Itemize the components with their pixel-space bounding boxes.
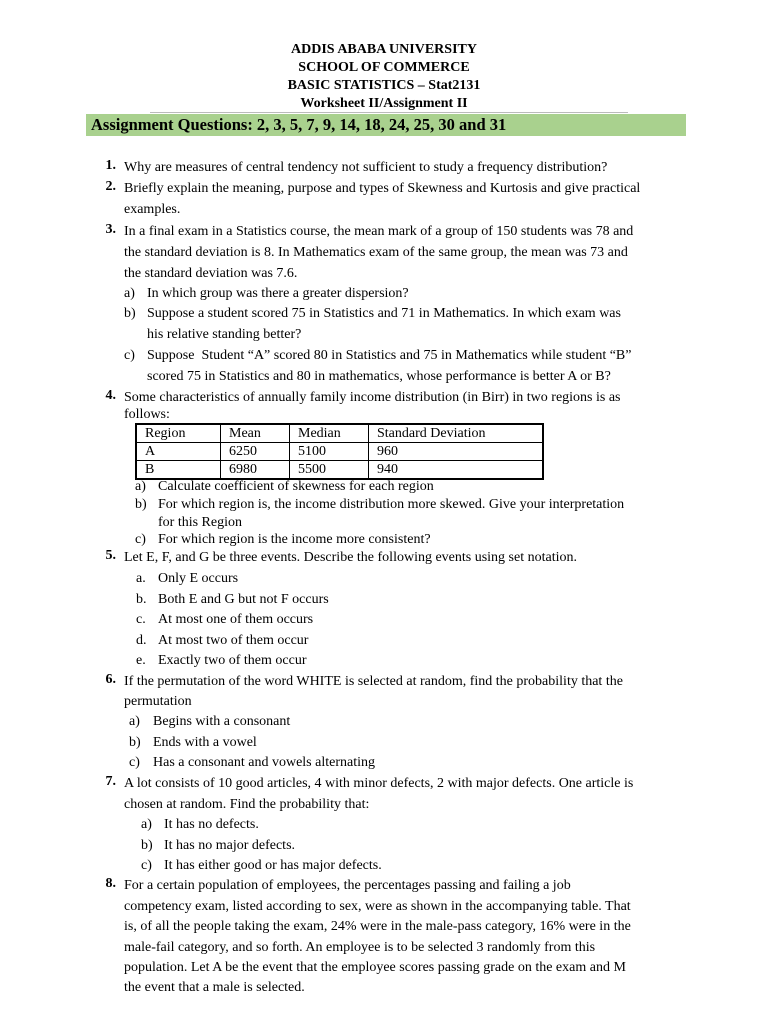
question-number: 6. (105, 672, 116, 687)
sub-label: a) (141, 817, 152, 832)
document-header (0, 41, 768, 113)
question-number: 2. (105, 179, 116, 194)
sub-text: scored 75 in Statistics and 80 in mathematics, whose performance is better A or B? (147, 369, 611, 384)
question-number: 8. (105, 876, 116, 891)
question-text-line: examples. (124, 202, 181, 217)
sub-text: It has no defects. (164, 817, 259, 832)
question-text-line: population. Let A be the event that the employee scores passing grade on the exam and M (124, 960, 626, 975)
sub-text: Only E occurs (158, 571, 239, 586)
income-table (135, 423, 544, 480)
question-text-line: the standard deviation was 7.6. (124, 266, 298, 281)
question-text-line: is, of all the people taking the exam, 24% were in the male-pass category, 16% were in the (124, 919, 631, 934)
sub-text: Begins with a consonant (153, 714, 291, 729)
question-number: 7. (105, 774, 116, 789)
question-number: 3. (105, 222, 116, 237)
sub-label: b) (135, 497, 147, 512)
question-text-line: If the permutation of the word WHITE is selected at random, find the probability that the (124, 674, 623, 689)
sub-label: b) (129, 735, 141, 750)
header-divider (150, 112, 628, 113)
course-title: BASIC STATISTICS – Stat2131 (287, 78, 481, 93)
question-text-line: the event that a male is selected. (124, 980, 305, 995)
sub-text: Has a consonant and vowels alternating (153, 755, 375, 770)
sub-label: c) (135, 532, 146, 547)
sub-label: d. (136, 633, 147, 648)
sub-text: It has no major defects. (164, 838, 296, 853)
assignment-banner: Assignment Questions: 2, 3, 5, 7, 9, 14, 18, 24, 25, 30 and 31 (86, 114, 686, 136)
table-header-row (136, 424, 543, 443)
question-text-line: For a certain population of employees, the percentages passing and failing a job (124, 878, 571, 893)
table-cell: 960 (369, 443, 544, 461)
table-header-cell: Mean (221, 424, 290, 443)
table-header-cell: Median (290, 424, 369, 443)
sub-text: for this Region (158, 515, 242, 530)
question-text-line: Some characteristics of annually family income distribution (in Birr) in two regions is as (124, 390, 621, 405)
sub-label: c. (136, 612, 146, 627)
question-number: 1. (105, 158, 116, 173)
sub-label: b. (136, 592, 147, 607)
sub-label: e. (136, 653, 146, 668)
sub-text: It has either good or has major defects. (164, 858, 382, 873)
question-text-line: follows: (124, 407, 170, 422)
table-cell: 5500 (290, 461, 369, 480)
university-name: ADDIS ABABA UNIVERSITY (291, 42, 477, 57)
question-text-line: competency exam, listed according to sex, were as shown in the accompanying table. That (124, 899, 631, 914)
question-text-line: Briefly explain the meaning, purpose and types of Skewness and Kurtosis and give practical (124, 181, 641, 196)
table-cell: B (136, 461, 221, 480)
sub-text: At most two of them occur (158, 633, 309, 648)
sub-label: c) (141, 858, 152, 873)
question-text-line: permutation (124, 694, 192, 709)
question-text-line: A lot consists of 10 good articles, 4 with minor defects, 2 with major defects. One article is (124, 776, 634, 791)
table-cell: 6980 (221, 461, 290, 480)
sub-label: a) (135, 479, 146, 494)
table-cell: A (136, 443, 221, 461)
sub-label: c) (124, 348, 135, 363)
sub-text: Suppose a student scored 75 in Statistics and 71 in Mathematics. In which exam was (147, 306, 621, 321)
sub-label: b) (124, 306, 136, 321)
question-text-line: In a final exam in a Statistics course, the mean mark of a group of 150 students was 78 and (124, 224, 634, 239)
sub-label: c) (129, 755, 140, 770)
table-cell: 6250 (221, 443, 290, 461)
table-cell: 940 (369, 461, 544, 480)
question-text: Why are measures of central tendency not sufficient to study a frequency distribution? (124, 160, 608, 175)
table-row (136, 461, 543, 480)
sub-text: Exactly two of them occur (158, 653, 307, 668)
sub-text: At most one of them occurs (158, 612, 314, 627)
question-number: 5. (105, 548, 116, 563)
table-row (136, 443, 543, 461)
sub-label: a) (124, 286, 135, 301)
sub-text: In which group was there a greater dispersion? (147, 286, 409, 301)
worksheet-title: Worksheet II/Assignment II (300, 96, 468, 111)
table-header-cell: Region (136, 424, 221, 443)
question-number: 4. (105, 388, 116, 403)
sub-text: For which region is, the income distribution more skewed. Give your interpretation (158, 497, 625, 512)
table-header-cell: Standard Deviation (369, 424, 544, 443)
question-text-line: male-fail category, and so forth. An employee is to be selected 3 randomly from this (124, 940, 596, 955)
table-cell: 5100 (290, 443, 369, 461)
sub-text: his relative standing better? (147, 327, 302, 342)
question-text-line: chosen at random. Find the probability that: (124, 797, 370, 812)
sub-text: Ends with a vowel (153, 735, 257, 750)
school-name: SCHOOL OF COMMERCE (298, 60, 470, 75)
sub-label: a) (129, 714, 140, 729)
sub-text: Suppose Student “A” scored 80 in Statistics and 75 in Mathematics while student “B” (147, 348, 632, 363)
sub-label: b) (141, 838, 153, 853)
sub-text: For which region is the income more consistent? (158, 532, 431, 547)
question-text-line: the standard deviation is 8. In Mathematics exam of the same group, the mean was 73 and (124, 245, 628, 260)
sub-text: Both E and G but not F occurs (158, 592, 329, 607)
question-text: Let E, F, and G be three events. Describe the following events using set notation. (124, 550, 577, 565)
sub-label: a. (136, 571, 146, 586)
sub-text: Calculate coefficient of skewness for each region (158, 479, 434, 494)
